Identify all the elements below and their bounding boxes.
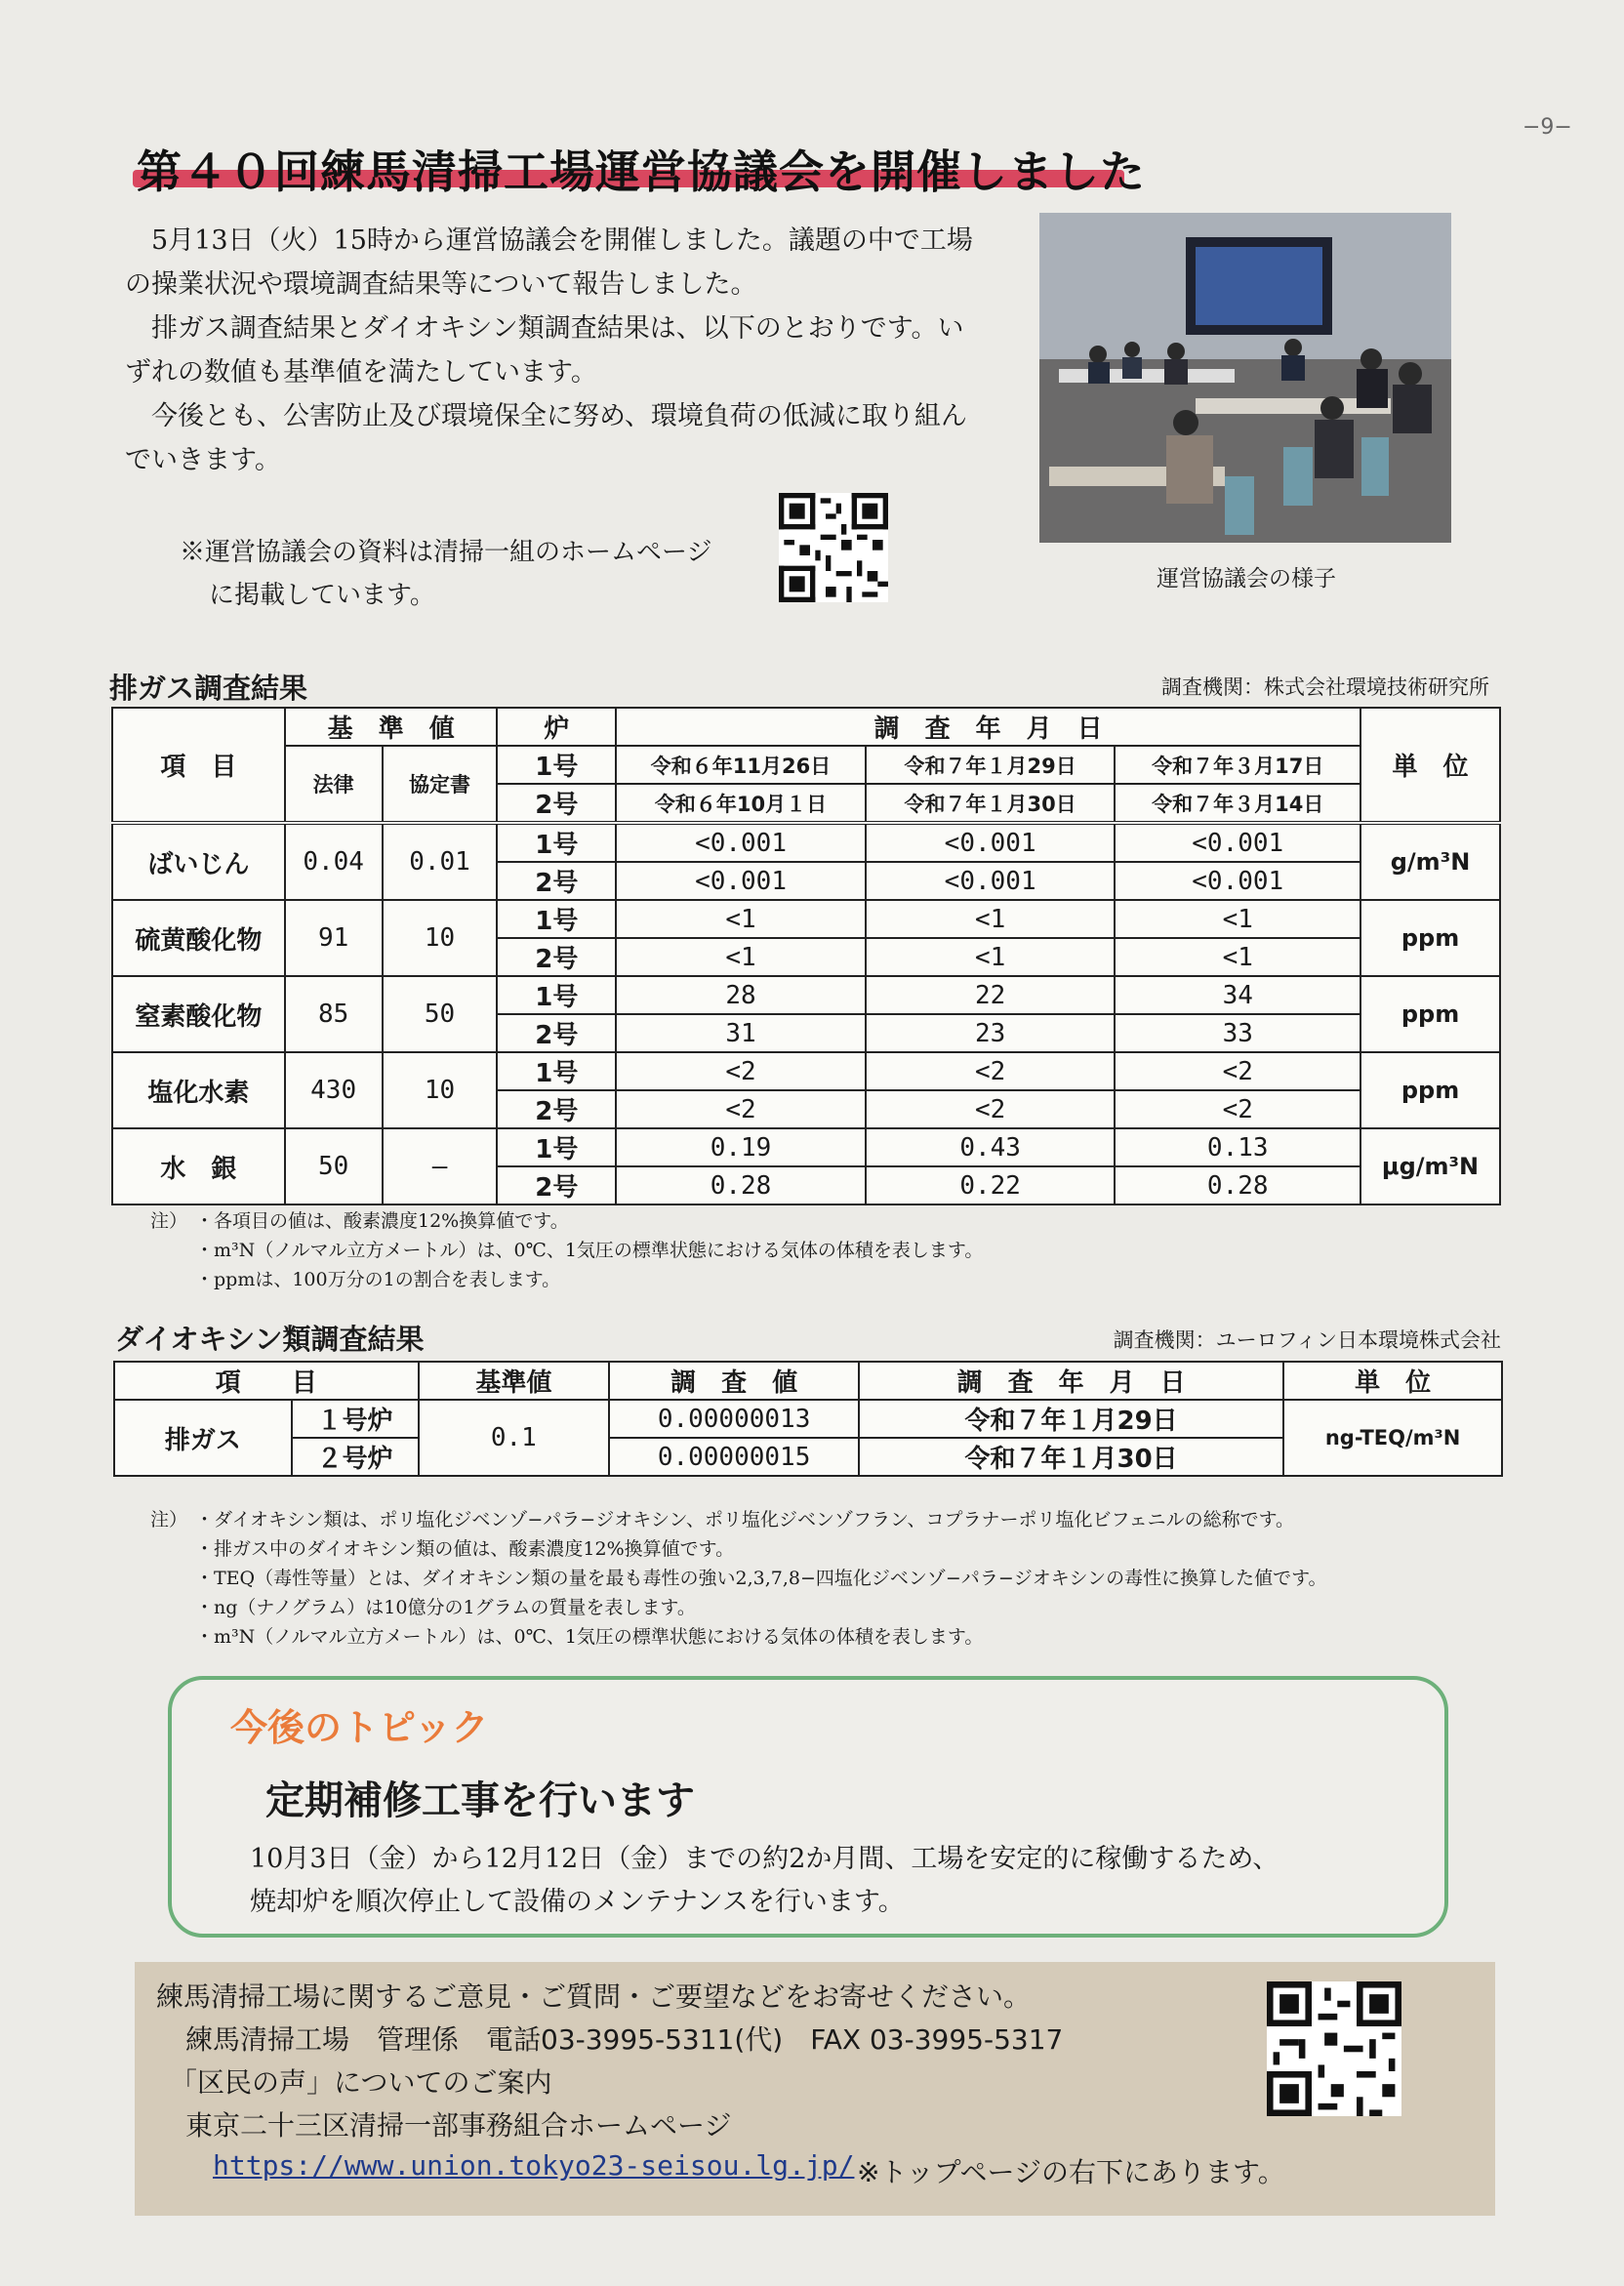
- contact-line-4: 東京二十三区清掃一部事務組合ホームページ: [185, 2109, 732, 2142]
- contact-box: [135, 1962, 1495, 2216]
- note-line: ・排ガス中のダイオキシン類の値は、酸素濃度12%換算値です。: [195, 1538, 735, 1560]
- dioxin-row-name: 排ガス: [114, 1400, 292, 1476]
- unit-cell: g/m³N: [1360, 823, 1500, 900]
- table-row: [112, 823, 1500, 862]
- measured-value: <0.001: [616, 862, 866, 900]
- page-number: −9−: [1522, 115, 1572, 140]
- dioxin-section-title: ダイオキシン類調査結果: [115, 1323, 425, 1356]
- dioxin-furnace-1: １号炉: [292, 1400, 419, 1438]
- dioxin-date-1: 令和７年１月29日: [859, 1400, 1283, 1438]
- furnace-label: 2号: [497, 862, 616, 900]
- furnace-label: 2号: [497, 1090, 616, 1128]
- dioxin-header-date: 調 査 年 月 日: [859, 1362, 1283, 1400]
- measured-value: 34: [1115, 976, 1360, 1014]
- pollutant-name: ばいじん: [112, 823, 285, 900]
- measured-value: 0.22: [866, 1166, 1116, 1204]
- furnace-label: 1号: [497, 976, 616, 1014]
- dioxin-value-2: 0.00000015: [609, 1438, 859, 1476]
- photo-caption: 運営協議会の様子: [1157, 566, 1336, 592]
- legal-standard: 0.04: [285, 823, 383, 900]
- measured-value: 33: [1115, 1014, 1360, 1052]
- header-law: 法律: [285, 746, 383, 823]
- legal-standard: 430: [285, 1052, 383, 1128]
- pollutant-name: 硫黄酸化物: [112, 900, 285, 976]
- intro-paragraph-2: 排ガス調査結果とダイオキシン類調査結果は、以下のとおりです。いずれの数値も基準値を満たしています。: [125, 313, 964, 388]
- note-line: ・m³N（ノルマル立方メートル）は、0℃、1気圧の標準状態における気体の体積を表します。: [195, 1626, 984, 1648]
- date-cell: 令和６年10月１日: [616, 784, 866, 823]
- header-standard: 基 準 値: [285, 708, 498, 746]
- meeting-photo: [1039, 213, 1451, 543]
- topic-body-line-1: 10月3日（金）から12月12日（金）までの約2か月間、工場を安定的に稼働するため、: [250, 1844, 1279, 1874]
- measured-value: <2: [616, 1052, 866, 1090]
- dioxin-header-standard: 基準値: [419, 1362, 610, 1400]
- measured-value: 28: [616, 976, 866, 1014]
- date-cell: 令和７年１月29日: [866, 746, 1116, 784]
- qr-code-icon: [1267, 1981, 1401, 2116]
- dioxin-header-item: 項 目: [114, 1362, 419, 1400]
- header-item: 項 目: [112, 708, 285, 823]
- table-row: [112, 1128, 1500, 1166]
- note-line: ・ダイオキシン類は、ポリ塩化ジベンゾ−パラ−ジオキシン、ポリ塩化ジベンゾフラン、コプラナーポリ塩化ビフェニルの総称です。: [195, 1509, 1295, 1531]
- measured-value: <0.001: [616, 823, 866, 862]
- date-cell: 令和６年11月26日: [616, 746, 866, 784]
- note-line: ・ppmは、100万分の1の割合を表します。: [195, 1269, 561, 1290]
- notes-label: 注）: [150, 1210, 188, 1232]
- legal-standard: 85: [285, 976, 383, 1052]
- measured-value: <2: [1115, 1090, 1360, 1128]
- dioxin-unit: ng-TEQ/m³N: [1283, 1400, 1502, 1476]
- materials-note-line-2: に掲載しています。: [209, 581, 435, 610]
- dioxin-notes: [150, 1505, 1517, 1652]
- date-cell: 令和７年１月30日: [866, 784, 1116, 823]
- legal-standard: 50: [285, 1128, 383, 1204]
- unit-cell: ppm: [1360, 900, 1500, 976]
- dioxin-results-table: [113, 1361, 1503, 1477]
- materials-note: [180, 531, 785, 617]
- furnace-1-label: 1号: [497, 746, 616, 784]
- header-agreement: 協定書: [383, 746, 498, 823]
- measured-value: 0.13: [1115, 1128, 1360, 1166]
- table-row: [112, 900, 1500, 938]
- table-row: [112, 1052, 1500, 1090]
- unit-cell: ppm: [1360, 1052, 1500, 1128]
- intro-paragraph-3: 今後とも、公害防止及び環境保全に努め、環境負荷の低減に取り組んでいきます。: [125, 401, 967, 475]
- legal-standard: 91: [285, 900, 383, 976]
- notes-label: 注）: [150, 1509, 188, 1531]
- measured-value: 22: [866, 976, 1116, 1014]
- contact-line-1: 練馬清掃工場に関するご意見・ご質問・ご要望などをお寄せください。: [156, 1980, 1032, 2013]
- measured-value: <1: [616, 938, 866, 976]
- measured-value: <1: [1115, 938, 1360, 976]
- exhaust-agency: 調査機関：株式会社環境技術研究所: [1161, 675, 1489, 699]
- meeting-photo-image: [1039, 213, 1451, 543]
- page-title: 第４０回練馬清掃工場運営協議会を開催しました: [137, 145, 1146, 198]
- dioxin-agency: 調査機関：ユーロフィン日本環境株式会社: [1113, 1328, 1501, 1352]
- note-line: ・ng（ナノグラム）は10億分の1グラムの質量を表します。: [195, 1597, 696, 1618]
- measured-value: 0.28: [616, 1166, 866, 1204]
- note-line: ・m³N（ノルマル立方メートル）は、0℃、1気圧の標準状態における気体の体積を表します。: [195, 1240, 984, 1261]
- agreement-standard: ―: [383, 1128, 498, 1204]
- measured-value: <2: [866, 1090, 1116, 1128]
- unit-cell: ppm: [1360, 976, 1500, 1052]
- exhaust-section-title: 排ガス調査結果: [109, 672, 308, 705]
- date-cell: 令和７年３月17日: [1115, 746, 1360, 784]
- measured-value: <0.001: [866, 862, 1116, 900]
- dioxin-header-unit: 単 位: [1283, 1362, 1502, 1400]
- exhaust-results-table: [111, 707, 1501, 1205]
- table-row: [112, 976, 1500, 1014]
- intro-text: [125, 219, 974, 482]
- pollutant-name: 塩化水素: [112, 1052, 285, 1128]
- measured-value: <1: [616, 900, 866, 938]
- qr-code[interactable]: [779, 493, 888, 602]
- dioxin-furnace-2: ２号炉: [292, 1438, 419, 1476]
- materials-note-line-1: ※運営協議会の資料は清掃一組のホームページ: [180, 538, 712, 567]
- measured-value: <2: [616, 1090, 866, 1128]
- measured-value: 0.19: [616, 1128, 866, 1166]
- measured-value: <1: [866, 938, 1116, 976]
- agreement-standard: 50: [383, 976, 498, 1052]
- note-line: ・TEQ（毒性等量）とは、ダイオキシン類の量を最も毒性の強い2,3,7,8−四塩化ジベンゾ−パラ−ジオキシンの毒性に換算した値です。: [195, 1568, 1327, 1589]
- date-cell: 令和７年３月14日: [1115, 784, 1360, 823]
- agreement-standard: 0.01: [383, 823, 498, 900]
- header-furnace: 炉: [497, 708, 616, 746]
- measured-value: <1: [1115, 900, 1360, 938]
- topic-body-line-2: 焼却炉を順次停止して設備のメンテナンスを行います。: [250, 1887, 905, 1917]
- dioxin-standard-value: 0.1: [419, 1400, 610, 1476]
- homepage-link[interactable]: https://www.union.tokyo23-seisou.lg.jp/: [213, 2149, 855, 2182]
- agreement-standard: 10: [383, 900, 498, 976]
- furnace-label: 1号: [497, 1128, 616, 1166]
- topic-body: [250, 1838, 1421, 1924]
- measured-value: <0.001: [1115, 862, 1360, 900]
- dioxin-value-1: 0.00000013: [609, 1400, 859, 1438]
- intro-paragraph-1: 5月13日（火）15時から運営協議会を開催しました。議題の中で工場の操業状況や環境調査結果等について報告しました。: [125, 225, 973, 300]
- furnace-2-label: 2号: [497, 784, 616, 823]
- measured-value: 23: [866, 1014, 1116, 1052]
- measured-value: 0.28: [1115, 1166, 1360, 1204]
- furnace-label: 1号: [497, 823, 616, 862]
- measured-value: 31: [616, 1014, 866, 1052]
- measured-value: <2: [1115, 1052, 1360, 1090]
- measured-value: <0.001: [866, 823, 1116, 862]
- measured-value: <2: [866, 1052, 1116, 1090]
- agreement-standard: 10: [383, 1052, 498, 1128]
- furnace-label: 1号: [497, 1052, 616, 1090]
- pollutant-name: 窒素酸化物: [112, 976, 285, 1052]
- header-unit: 単 位: [1360, 708, 1500, 823]
- dioxin-header-value: 調 査 値: [609, 1362, 859, 1400]
- measured-value: <1: [866, 900, 1116, 938]
- furnace-label: 1号: [497, 900, 616, 938]
- topic-headline: 定期補修工事を行います: [265, 1778, 695, 1823]
- header-survey-date: 調 査 年 月 日: [616, 708, 1360, 746]
- unit-cell: μg/m³N: [1360, 1128, 1500, 1204]
- measured-value: <0.001: [1115, 823, 1360, 862]
- measured-value: 0.43: [866, 1128, 1116, 1166]
- furnace-label: 2号: [497, 938, 616, 976]
- note-line: ・各項目の値は、酸素濃度12%換算値です。: [195, 1210, 569, 1232]
- page-title-block: [137, 137, 1146, 198]
- contact-qr-code[interactable]: [1267, 1981, 1401, 2116]
- qr-code-icon: [779, 493, 888, 602]
- dioxin-date-2: 令和７年１月30日: [859, 1438, 1283, 1476]
- url-note: ※トップページの右下にあります。: [857, 2156, 1285, 2188]
- topic-label: 今後のトピック: [230, 1706, 489, 1749]
- contact-line-2: 練馬清掃工場 管理係 電話03-3995-5311(代) FAX 03-3995-5317: [185, 2023, 1064, 2056]
- exhaust-notes: [150, 1206, 1497, 1294]
- furnace-label: 2号: [497, 1166, 616, 1204]
- contact-line-3: 「区民の声」についてのご案内: [170, 2066, 552, 2099]
- upcoming-topic-box: [168, 1676, 1448, 1938]
- pollutant-name: 水 銀: [112, 1128, 285, 1204]
- furnace-label: 2号: [497, 1014, 616, 1052]
